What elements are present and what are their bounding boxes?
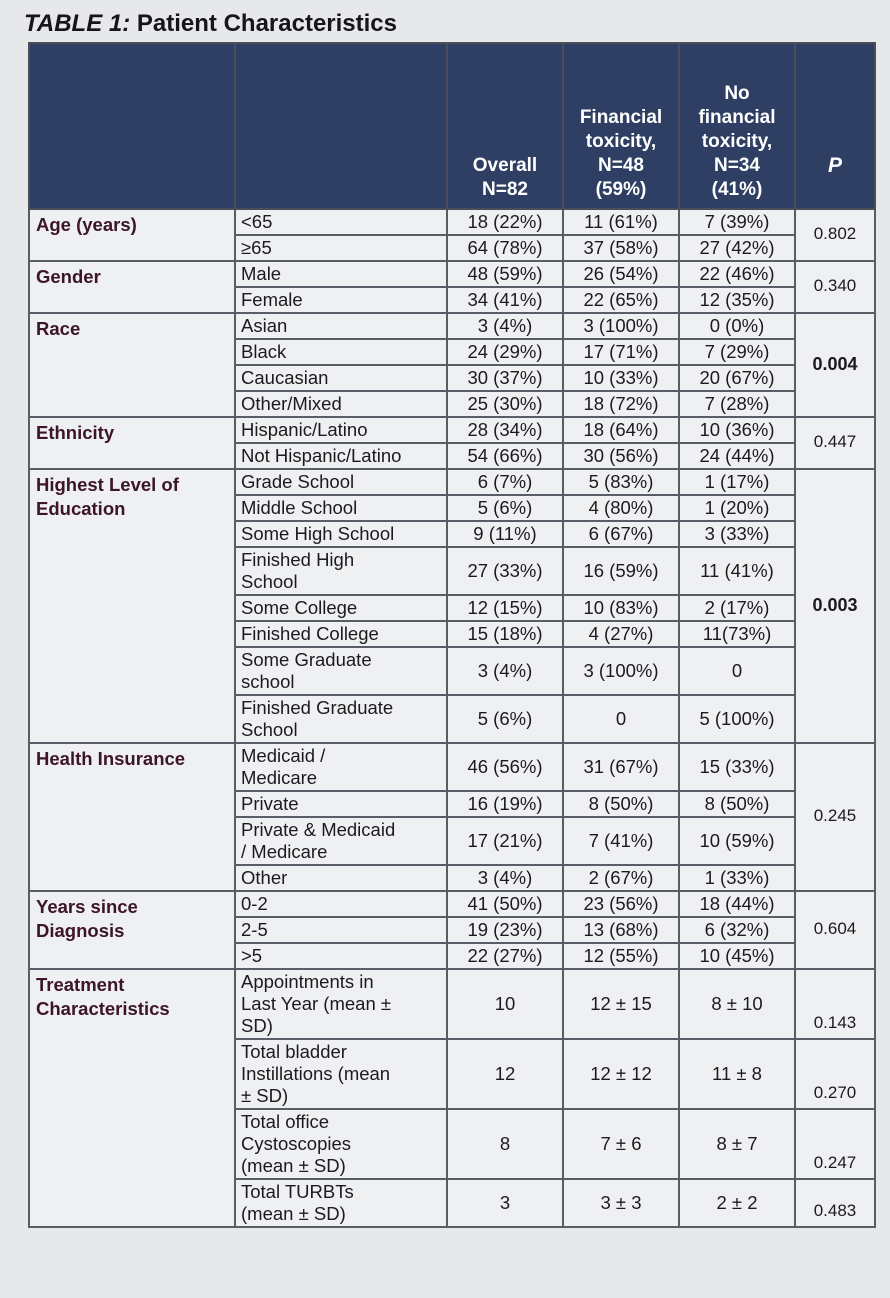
category-line: (mean ± SD) bbox=[241, 1203, 346, 1224]
category-line: Male bbox=[241, 263, 282, 284]
category-cell bbox=[235, 695, 447, 743]
overall-cell: 3 (4%) bbox=[447, 313, 563, 339]
no-financial-toxicity-cell: 7 (39%) bbox=[679, 209, 795, 235]
header-line: financial bbox=[698, 107, 776, 128]
characteristic-label bbox=[29, 261, 235, 313]
characteristic-label bbox=[29, 417, 235, 469]
header-characteristic bbox=[29, 43, 235, 209]
financial-toxicity-cell: 31 (67%) bbox=[563, 743, 679, 791]
financial-toxicity-cell: 37 (58%) bbox=[563, 235, 679, 261]
category-line: Other bbox=[241, 867, 288, 888]
category-line: Private & Medicaid bbox=[241, 819, 396, 840]
category-line: ± SD) bbox=[241, 1085, 289, 1106]
category-line: Medicare bbox=[241, 767, 318, 788]
category-line: 2-5 bbox=[241, 919, 268, 940]
financial-toxicity-cell: 13 (68%) bbox=[563, 917, 679, 943]
no-financial-toxicity-cell: 27 (42%) bbox=[679, 235, 795, 261]
characteristic-line: Age (years) bbox=[36, 214, 137, 235]
header-line: toxicity, bbox=[701, 131, 773, 152]
table-row bbox=[29, 743, 875, 791]
characteristic-label bbox=[29, 969, 235, 1227]
table-row bbox=[29, 891, 875, 917]
header-line: toxicity, bbox=[585, 131, 657, 152]
overall-cell: 3 (4%) bbox=[447, 647, 563, 695]
overall-cell: 41 (50%) bbox=[447, 891, 563, 917]
header-overall bbox=[447, 43, 563, 209]
overall-cell: 10 bbox=[447, 969, 563, 1039]
p-value-cell: 0.447 bbox=[795, 417, 875, 469]
no-financial-toxicity-cell: 10 (36%) bbox=[679, 417, 795, 443]
overall-cell: 15 (18%) bbox=[447, 621, 563, 647]
characteristic-label bbox=[29, 313, 235, 417]
characteristic-line: Diagnosis bbox=[36, 920, 125, 941]
table-row bbox=[29, 209, 875, 235]
characteristic-line: Education bbox=[36, 498, 126, 519]
header-line: N=82 bbox=[482, 179, 528, 200]
p-value-cell: 0.270 bbox=[795, 1039, 875, 1109]
header-line: No bbox=[724, 83, 750, 104]
characteristic-label bbox=[29, 891, 235, 969]
header-line: (59%) bbox=[595, 179, 647, 200]
table-body bbox=[29, 209, 875, 1227]
financial-toxicity-cell: 5 (83%) bbox=[563, 469, 679, 495]
financial-toxicity-cell: 6 (67%) bbox=[563, 521, 679, 547]
financial-toxicity-cell: 4 (80%) bbox=[563, 495, 679, 521]
overall-cell: 19 (23%) bbox=[447, 917, 563, 943]
financial-toxicity-cell: 12 ± 15 bbox=[563, 969, 679, 1039]
table-row bbox=[29, 261, 875, 287]
category-line: / Medicare bbox=[241, 841, 328, 862]
characteristic-line: Highest Level of bbox=[36, 474, 179, 495]
category-line: Cystoscopies bbox=[241, 1133, 352, 1154]
table-caption: Patient Characteristics bbox=[130, 10, 397, 37]
category-cell bbox=[235, 969, 447, 1039]
financial-toxicity-cell: 18 (72%) bbox=[563, 391, 679, 417]
financial-toxicity-cell: 0 bbox=[563, 695, 679, 743]
financial-toxicity-cell: 3 (100%) bbox=[563, 313, 679, 339]
overall-cell: 46 (56%) bbox=[447, 743, 563, 791]
category-cell bbox=[235, 943, 447, 969]
no-financial-toxicity-cell: 8 (50%) bbox=[679, 791, 795, 817]
no-financial-toxicity-cell: 1 (20%) bbox=[679, 495, 795, 521]
category-line: <65 bbox=[241, 211, 273, 232]
overall-cell: 22 (27%) bbox=[447, 943, 563, 969]
no-financial-toxicity-cell: 11(73%) bbox=[679, 621, 795, 647]
category-cell bbox=[235, 917, 447, 943]
category-cell bbox=[235, 313, 447, 339]
overall-cell: 27 (33%) bbox=[447, 547, 563, 595]
category-cell bbox=[235, 891, 447, 917]
p-value-cell: 0.340 bbox=[795, 261, 875, 313]
category-line: Total TURBTs bbox=[241, 1181, 354, 1202]
category-cell bbox=[235, 865, 447, 891]
no-financial-toxicity-cell: 2 ± 2 bbox=[679, 1179, 795, 1227]
category-line: School bbox=[241, 719, 298, 740]
category-cell bbox=[235, 235, 447, 261]
header-line: Overall bbox=[472, 155, 538, 176]
overall-cell: 8 bbox=[447, 1109, 563, 1179]
category-line: Instillations (mean bbox=[241, 1063, 391, 1084]
no-financial-toxicity-cell: 1 (33%) bbox=[679, 865, 795, 891]
financial-toxicity-cell: 12 (55%) bbox=[563, 943, 679, 969]
characteristic-line: Health Insurance bbox=[36, 748, 186, 769]
no-financial-toxicity-cell: 24 (44%) bbox=[679, 443, 795, 469]
header-category bbox=[235, 43, 447, 209]
no-financial-toxicity-cell: 5 (100%) bbox=[679, 695, 795, 743]
category-line: Total office bbox=[241, 1111, 330, 1132]
category-line: Finished High bbox=[241, 549, 355, 570]
category-cell bbox=[235, 521, 447, 547]
category-line: Not Hispanic/Latino bbox=[241, 445, 402, 466]
header-line: N=48 bbox=[598, 155, 644, 176]
category-line: Finished Graduate bbox=[241, 697, 394, 718]
p-value-cell: 0.604 bbox=[795, 891, 875, 969]
category-line: Some High School bbox=[241, 523, 395, 544]
overall-cell: 25 (30%) bbox=[447, 391, 563, 417]
financial-toxicity-cell: 10 (83%) bbox=[563, 595, 679, 621]
no-financial-toxicity-cell: 11 ± 8 bbox=[679, 1039, 795, 1109]
financial-toxicity-cell: 17 (71%) bbox=[563, 339, 679, 365]
financial-toxicity-cell: 8 (50%) bbox=[563, 791, 679, 817]
no-financial-toxicity-cell: 10 (45%) bbox=[679, 943, 795, 969]
category-line: Hispanic/Latino bbox=[241, 419, 368, 440]
table-row bbox=[29, 417, 875, 443]
characteristic-line: Characteristics bbox=[36, 998, 170, 1019]
category-line: >5 bbox=[241, 945, 263, 966]
category-line: Middle School bbox=[241, 497, 358, 518]
overall-cell: 12 (15%) bbox=[447, 595, 563, 621]
financial-toxicity-cell: 3 ± 3 bbox=[563, 1179, 679, 1227]
no-financial-toxicity-cell: 7 (28%) bbox=[679, 391, 795, 417]
financial-toxicity-cell: 16 (59%) bbox=[563, 547, 679, 595]
category-line: school bbox=[241, 671, 295, 692]
no-financial-toxicity-cell: 20 (67%) bbox=[679, 365, 795, 391]
no-financial-toxicity-cell: 15 (33%) bbox=[679, 743, 795, 791]
financial-toxicity-cell: 7 ± 6 bbox=[563, 1109, 679, 1179]
characteristic-line: Ethnicity bbox=[36, 422, 115, 443]
financial-toxicity-cell: 10 (33%) bbox=[563, 365, 679, 391]
no-financial-toxicity-cell: 18 (44%) bbox=[679, 891, 795, 917]
characteristic-line: Race bbox=[36, 318, 81, 339]
patient-characteristics-table bbox=[28, 42, 876, 1228]
category-line: School bbox=[241, 571, 298, 592]
category-line: Some College bbox=[241, 597, 358, 618]
header-financial-toxicity bbox=[563, 43, 679, 209]
header-line: Financial bbox=[579, 107, 663, 128]
overall-cell: 17 (21%) bbox=[447, 817, 563, 865]
table-title bbox=[24, 10, 397, 38]
characteristic-label bbox=[29, 469, 235, 743]
no-financial-toxicity-cell: 6 (32%) bbox=[679, 917, 795, 943]
category-cell bbox=[235, 365, 447, 391]
characteristic-line: Gender bbox=[36, 266, 101, 287]
p-value-cell: 0.143 bbox=[795, 969, 875, 1039]
financial-toxicity-cell: 3 (100%) bbox=[563, 647, 679, 695]
financial-toxicity-cell: 11 (61%) bbox=[563, 209, 679, 235]
overall-cell: 12 bbox=[447, 1039, 563, 1109]
no-financial-toxicity-cell: 3 (33%) bbox=[679, 521, 795, 547]
category-cell bbox=[235, 547, 447, 595]
category-line: (mean ± SD) bbox=[241, 1155, 346, 1176]
category-line: Last Year (mean ± bbox=[241, 993, 392, 1014]
category-cell bbox=[235, 469, 447, 495]
category-line: Medicaid / bbox=[241, 745, 326, 766]
category-line: Finished College bbox=[241, 623, 379, 644]
p-value-cell: 0.802 bbox=[795, 209, 875, 261]
category-line: SD) bbox=[241, 1015, 273, 1036]
overall-cell: 3 (4%) bbox=[447, 865, 563, 891]
category-cell bbox=[235, 595, 447, 621]
category-cell bbox=[235, 287, 447, 313]
header-line: (41%) bbox=[711, 179, 763, 200]
category-cell bbox=[235, 791, 447, 817]
overall-cell: 28 (34%) bbox=[447, 417, 563, 443]
category-line: 0-2 bbox=[241, 893, 268, 914]
category-line: Appointments in bbox=[241, 971, 374, 992]
category-cell bbox=[235, 1179, 447, 1227]
category-cell bbox=[235, 1109, 447, 1179]
no-financial-toxicity-cell: 1 (17%) bbox=[679, 469, 795, 495]
category-cell bbox=[235, 495, 447, 521]
p-value-cell: 0.247 bbox=[795, 1109, 875, 1179]
category-line: Female bbox=[241, 289, 303, 310]
category-line: Caucasian bbox=[241, 367, 329, 388]
overall-cell: 6 (7%) bbox=[447, 469, 563, 495]
financial-toxicity-cell: 7 (41%) bbox=[563, 817, 679, 865]
header-line: N=34 bbox=[714, 155, 760, 176]
category-cell bbox=[235, 621, 447, 647]
category-cell bbox=[235, 443, 447, 469]
category-cell bbox=[235, 261, 447, 287]
characteristic-line: Treatment bbox=[36, 974, 125, 995]
overall-cell: 9 (11%) bbox=[447, 521, 563, 547]
category-line: Asian bbox=[241, 315, 288, 336]
p-value-cell: 0.483 bbox=[795, 1179, 875, 1227]
category-cell bbox=[235, 391, 447, 417]
category-cell bbox=[235, 339, 447, 365]
category-line: Grade School bbox=[241, 471, 355, 492]
characteristic-line: Years since bbox=[36, 896, 138, 917]
financial-toxicity-cell: 12 ± 12 bbox=[563, 1039, 679, 1109]
table-number: TABLE 1: bbox=[24, 10, 131, 37]
category-line: Black bbox=[241, 341, 287, 362]
header-p-value: P bbox=[795, 43, 875, 209]
category-line: Some Graduate bbox=[241, 649, 372, 670]
overall-cell: 54 (66%) bbox=[447, 443, 563, 469]
category-line: ≥65 bbox=[241, 237, 272, 258]
financial-toxicity-cell: 26 (54%) bbox=[563, 261, 679, 287]
category-cell bbox=[235, 743, 447, 791]
financial-toxicity-cell: 4 (27%) bbox=[563, 621, 679, 647]
overall-cell: 64 (78%) bbox=[447, 235, 563, 261]
no-financial-toxicity-cell: 22 (46%) bbox=[679, 261, 795, 287]
overall-cell: 16 (19%) bbox=[447, 791, 563, 817]
financial-toxicity-cell: 30 (56%) bbox=[563, 443, 679, 469]
overall-cell: 30 (37%) bbox=[447, 365, 563, 391]
no-financial-toxicity-cell: 7 (29%) bbox=[679, 339, 795, 365]
category-cell bbox=[235, 1039, 447, 1109]
financial-toxicity-cell: 18 (64%) bbox=[563, 417, 679, 443]
characteristic-label bbox=[29, 209, 235, 261]
characteristic-label bbox=[29, 743, 235, 891]
financial-toxicity-cell: 2 (67%) bbox=[563, 865, 679, 891]
overall-cell: 3 bbox=[447, 1179, 563, 1227]
category-cell bbox=[235, 417, 447, 443]
overall-cell: 24 (29%) bbox=[447, 339, 563, 365]
overall-cell: 5 (6%) bbox=[447, 495, 563, 521]
p-value-cell: 0.245 bbox=[795, 743, 875, 891]
category-cell bbox=[235, 209, 447, 235]
category-cell bbox=[235, 817, 447, 865]
table-row bbox=[29, 969, 875, 1039]
overall-cell: 48 (59%) bbox=[447, 261, 563, 287]
category-line: Private bbox=[241, 793, 299, 814]
no-financial-toxicity-cell: 10 (59%) bbox=[679, 817, 795, 865]
no-financial-toxicity-cell: 2 (17%) bbox=[679, 595, 795, 621]
table-row bbox=[29, 469, 875, 495]
overall-cell: 34 (41%) bbox=[447, 287, 563, 313]
category-cell bbox=[235, 647, 447, 695]
overall-cell: 18 (22%) bbox=[447, 209, 563, 235]
no-financial-toxicity-cell: 12 (35%) bbox=[679, 287, 795, 313]
p-value-cell: 0.003 bbox=[795, 469, 875, 743]
overall-cell: 5 (6%) bbox=[447, 695, 563, 743]
no-financial-toxicity-cell: 8 ± 7 bbox=[679, 1109, 795, 1179]
no-financial-toxicity-cell: 8 ± 10 bbox=[679, 969, 795, 1039]
category-line: Total bladder bbox=[241, 1041, 347, 1062]
table-row bbox=[29, 313, 875, 339]
no-financial-toxicity-cell: 0 bbox=[679, 647, 795, 695]
header-no-financial-toxicity bbox=[679, 43, 795, 209]
category-line: Other/Mixed bbox=[241, 393, 342, 414]
no-financial-toxicity-cell: 0 (0%) bbox=[679, 313, 795, 339]
p-value-cell: 0.004 bbox=[795, 313, 875, 417]
financial-toxicity-cell: 23 (56%) bbox=[563, 891, 679, 917]
financial-toxicity-cell: 22 (65%) bbox=[563, 287, 679, 313]
header-row bbox=[29, 43, 875, 209]
no-financial-toxicity-cell: 11 (41%) bbox=[679, 547, 795, 595]
